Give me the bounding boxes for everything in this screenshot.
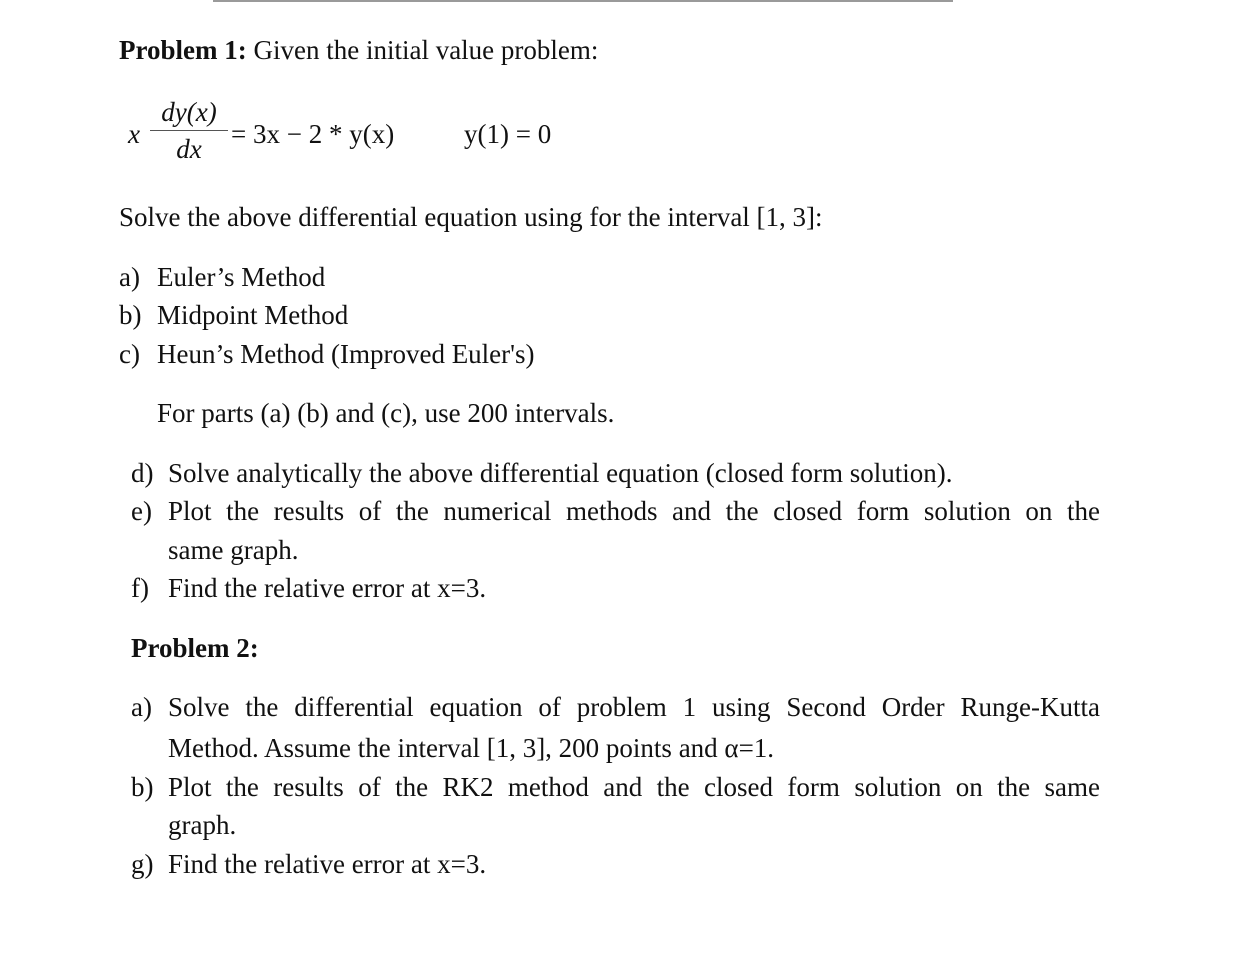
initial-condition: y(1) = 0 bbox=[464, 119, 552, 149]
problem1-heading: Problem 1: bbox=[119, 35, 247, 65]
task-text-cont: same graph. bbox=[168, 535, 299, 565]
equation-fraction bbox=[150, 96, 228, 165]
task-text: Plot the results of the numerical methods and the closed form solution on the bbox=[168, 496, 1100, 526]
problem2-heading: Problem 2: bbox=[131, 633, 259, 663]
problem1-title bbox=[119, 34, 598, 66]
task-text: Plot the results of the RK2 method and the closed form solution on the same bbox=[168, 772, 1100, 802]
task-text-cont: graph. bbox=[168, 810, 237, 840]
problem1-intro: Given the initial value problem: bbox=[246, 35, 599, 65]
task-label: g) bbox=[131, 849, 154, 879]
method-text: Heun’s Method (Improved Euler's) bbox=[157, 339, 535, 369]
task-label: b) bbox=[131, 772, 154, 802]
method-label: b) bbox=[119, 300, 142, 330]
method-label: c) bbox=[119, 339, 140, 369]
instruction: Solve the above differential equation using for the interval [1, 3]: bbox=[119, 202, 823, 232]
task-label: a) bbox=[131, 692, 152, 722]
method-label: a) bbox=[119, 262, 140, 292]
task-label: f) bbox=[131, 573, 149, 603]
equation-denominator: dx bbox=[176, 134, 202, 164]
fraction-bar bbox=[150, 130, 228, 131]
intervals-note: For parts (a) (b) and (c), use 200 intervals. bbox=[157, 398, 615, 428]
task-text-cont: Method. Assume the interval [1, 3], 200 points and α=1. bbox=[168, 733, 775, 763]
equation-rhs: = 3x − 2 * y(x) bbox=[231, 119, 395, 149]
task-text: Solve the differential equation of problem 1 using Second Order Runge-Kutta bbox=[168, 692, 1100, 722]
task-text: Find the relative error at x=3. bbox=[168, 573, 487, 603]
equation-numerator: dy(x) bbox=[161, 97, 217, 127]
method-text: Euler’s Method bbox=[157, 262, 326, 292]
task-label: e) bbox=[131, 496, 152, 526]
top-border-line bbox=[213, 0, 953, 2]
task-text: Solve analytically the above differential equation (closed form solution). bbox=[168, 458, 953, 488]
equation-lhs-x: x bbox=[128, 119, 140, 149]
method-text: Midpoint Method bbox=[157, 300, 349, 330]
task-text: Find the relative error at x=3. bbox=[168, 849, 487, 879]
task-label: d) bbox=[131, 458, 154, 488]
